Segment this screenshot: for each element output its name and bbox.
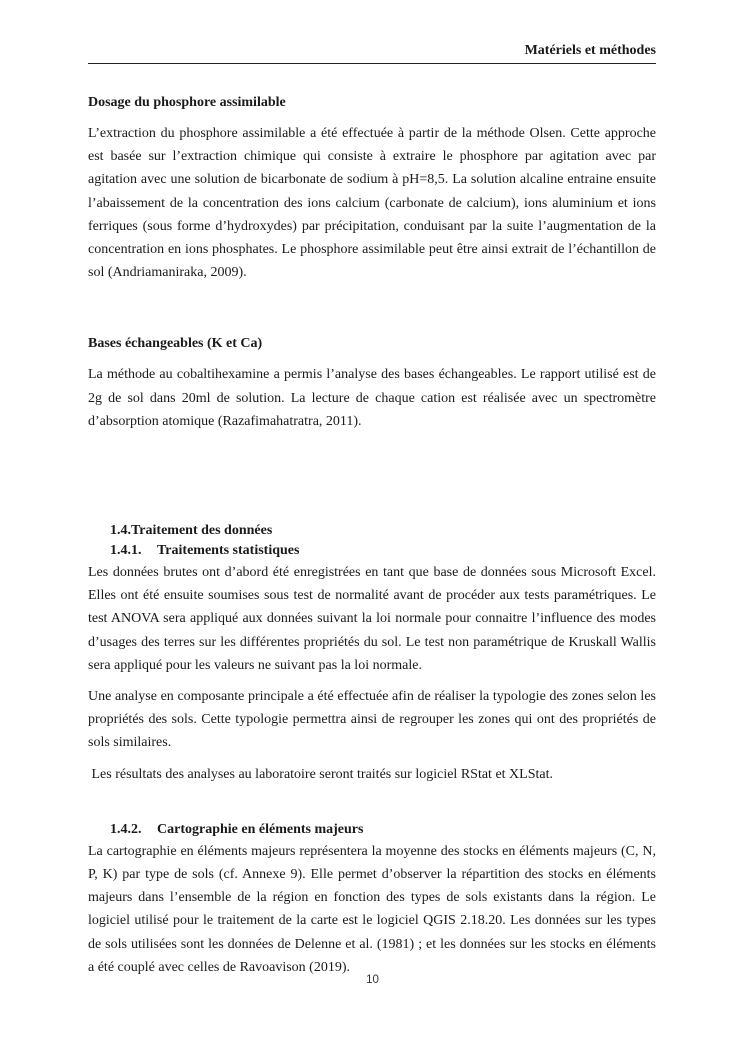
section-title-bases: Bases échangeables (K et Ca) [88,336,263,352]
section-title-traitement: 1.4.Traitement des données [110,523,273,539]
section-title-phosphore: Dosage du phosphore assimilable [88,95,286,110]
subsection-label: Traitements statistiques [157,543,300,559]
paragraph-bases: La méthode au cobaltihexamine a permis l’analyse des bases échangeables. Le rapport utilisé est de 2g de sol dans 20ml de solution. La lecture de chaque cation est réalisée avec un spectromètre d’absorption atomique (Razafimahatratra, 2011). [88,367,656,429]
subsection-title-statistiques [88,541,656,561]
paragraph-statistiques-3: Les résultats des analyses au laboratoire seront traités sur logiciel RStat et XLStat. [88,766,553,782]
paragraph-cartographie: La cartographie en éléments majeurs représentera la moyenne des stocks en éléments majeurs (C, N, P, K) par type de sols (cf. Annexe 9). Elle permet d’observer la répartition des stocks en éléments majeurs dans l’ensemble de la région en fonction des types de sols existants dans la région. Le logiciel utilisé pour le traitement de la carte est le logiciel QGIS 2.18.20. Les données sur les types de sols utilisées sont les données de Delenne et al. (1981) ; et les données sur les stocks en éléments a été couplé avec celles de Ravoavison (2019). [88,843,656,975]
subsection-title-cartographie [88,820,656,840]
paragraph-phosphore: L’extraction du phosphore assimilable a été effectuée à partir de la méthode Olsen. Cette approche est basée sur l’extraction chimique qui consiste à extraire le phosphore par agitation avec par agitation avec une solution de bicarbonate de sodium à pH=8,5. La solution alcaline entraine ensuite l’abaissement de la concentration des ions calcium (carbonate de calcium), ions aluminium et ions ferriques (sous forme d’hydroxydes) par précipitation, conduisant par la suite l’augmentation de la concentration en ions phosphates. Le phosphore assimilable peut être ainsi extrait de l’échantillon de sol (Andriamaniraka, 2009). [88,126,656,281]
page-content [88,91,656,979]
paragraph-statistiques-1: Les données brutes ont d’abord été enregistrées en tant que base de données sous Microsoft Excel. Elles ont été ensuite soumises sous test de normalité avant de procéder aux tests paramétriques. Le test ANOVA sera appliqué aux données suivant la loi normale pour connaitre l’influence des modes d’usages des terres sur les différentes propriétés du sol. Le test non paramétrique de Kruskall Wallis sera appliqué pour les valeurs ne suivant pas la loi normale. [88,565,656,673]
page-number: 10 [366,974,379,986]
subsection-number: 1.4.2. [110,821,142,837]
subsection-label: Cartographie en éléments majeurs [157,821,364,837]
running-header: Matériels et méthodes [524,43,656,58]
header-rule [88,63,656,64]
paragraph-statistiques-2: Une analyse en composante principale a été effectuée afin de réaliser la typologie des zones selon les propriétés des sols. Cette typologie permettra ainsi de regrouper les zones qui ont des propriétés de sols similaires. [88,689,656,751]
subsection-number: 1.4.1. [110,543,142,559]
